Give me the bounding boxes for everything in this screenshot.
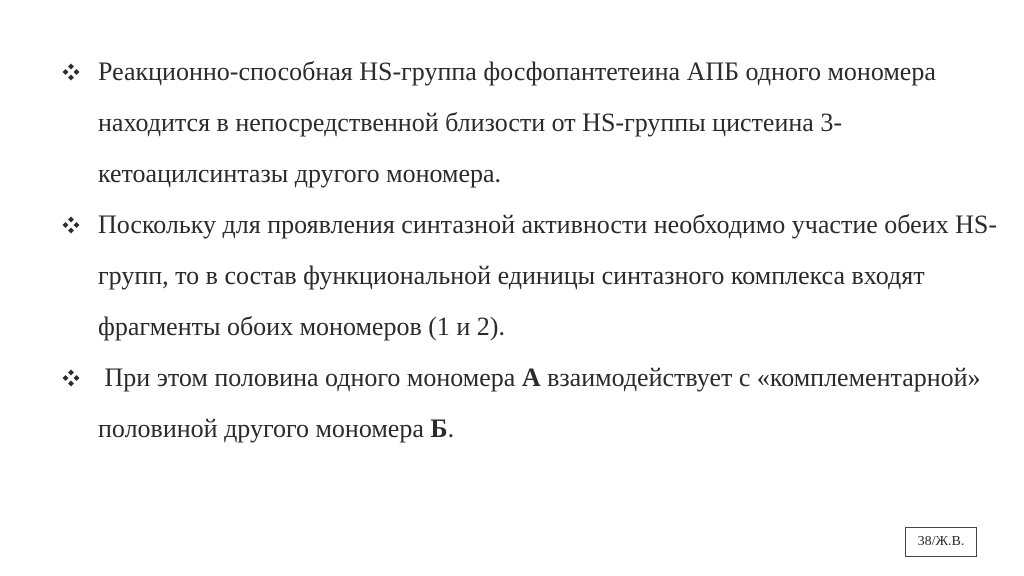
four-diamond-bullet-icon (62, 46, 86, 97)
four-diamond-bullet-icon (62, 199, 86, 250)
monomer-a-label: А (521, 363, 541, 392)
bullet-list (62, 46, 1002, 454)
monomer-b-label: Б (430, 414, 448, 443)
bullet-item-3 (62, 352, 1002, 454)
bullet-item-1 (62, 46, 1002, 199)
bullet-text-2: Поскольку для проявления синтазной активности необходимо участие обеих HS-групп, то в состав функциональной единицы синтазного комплекса входят фрагменты обоих мономеров (1 и 2). (98, 210, 998, 341)
bullet-text-3c: . (447, 414, 455, 443)
bullet-text-3a: При этом половина одного мономера (98, 363, 522, 392)
page-number-box: 38/Ж.В. (905, 527, 977, 557)
bullet-item-2 (62, 199, 1002, 352)
four-diamond-bullet-icon (62, 352, 86, 403)
bullet-text-1: Реакционно-способная HS-группа фосфопантетеина АПБ одного мономера находится в непосредственной близости от HS-группы цистеина 3-кетоацилсинтазы другого мономера. (98, 57, 936, 188)
bullet-text-3b: взаимодействует с «комплементарной» половиной другого мономера (98, 363, 981, 443)
